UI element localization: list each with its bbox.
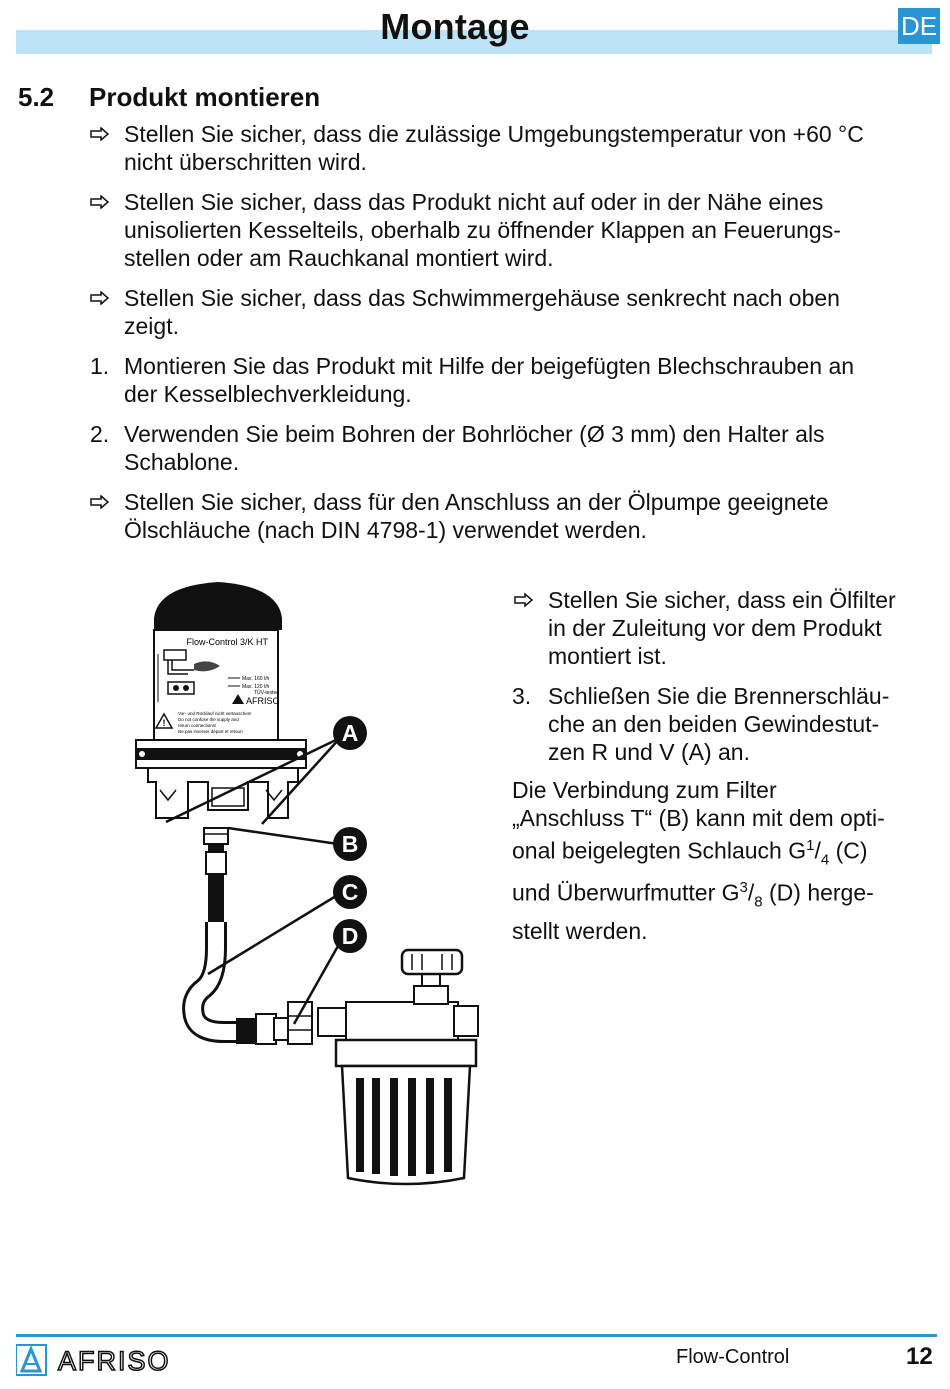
list-item-line: Stellen Sie sicher, dass für den Anschluss an der Ölpumpe geeignete [124, 489, 829, 515]
union-nut [288, 1002, 312, 1044]
paragraph-line: onal beigelegten Schlauch $G^1/_4$ (C) [512, 837, 868, 869]
list-item [90, 420, 940, 476]
footer-divider [16, 1334, 937, 1337]
list-item [514, 586, 934, 670]
arrow-right-icon [90, 495, 110, 509]
installation-figure [128, 578, 490, 1192]
valve-handle [402, 950, 462, 974]
device-brand-label: AFRISO [246, 696, 280, 706]
list-item-line: che an den beiden Gewindestut- [548, 711, 880, 737]
list-item-line: Ölschläuche (nach DIN 4798-1) verwendet werden. [124, 517, 647, 543]
list-item-line: Stellen Sie sicher, dass das Produkt nicht auf oder in der Nähe eines [124, 189, 824, 215]
footer-product-name: Flow-Control [676, 1346, 790, 1368]
filter-head [346, 1002, 458, 1040]
paragraph-text: und Überwurfmutter G [512, 879, 740, 906]
arrow-right-icon [90, 127, 110, 141]
footer-brand: AFRISO [58, 1346, 171, 1376]
list-item-line: Verwenden Sie beim Bohren der Bohrlöcher (Ø 3 mm) den Halter als [124, 421, 825, 447]
list-item-line: in der Zuleitung vor dem Produkt [548, 615, 882, 641]
list-item [90, 488, 940, 544]
warning-line: return connections! [178, 723, 217, 728]
callout-label: B [341, 831, 359, 857]
list-item-line: montiert ist. [548, 643, 667, 669]
paragraph-line: Die Verbindung zum Filter [512, 777, 777, 803]
fraction-numerator: 1 [806, 837, 815, 854]
warning-line: Vor- und Rücklauf nicht vertauschen! [178, 711, 252, 716]
arrow-right-icon [514, 593, 534, 607]
warning-line: Ne pas inverser départ et retour! [178, 729, 243, 734]
label-tuv: TÜV-tested [254, 690, 280, 696]
list-item [90, 188, 940, 272]
list-item-line: zeigt. [124, 313, 179, 339]
arrow-right-icon [90, 195, 110, 209]
callout-label: A [341, 720, 359, 746]
paragraph-line: und Überwurfmutter $G^3/_8$ (D) herge- [512, 879, 874, 911]
list-item [90, 352, 940, 408]
warning-line: Do not confuse the supply and [178, 717, 239, 722]
paragraph-text: (D) herge- [762, 879, 874, 906]
device-label: Flow-Control 3/K HT [186, 637, 268, 647]
section-number: 5.2 [18, 82, 55, 112]
paragraph-line: „Anschluss T“ (B) kann mit dem opti- [512, 805, 885, 831]
list-item-line: Stellen Sie sicher, dass die zulässige Umgebungstemperatur von +60 °C [124, 121, 864, 147]
device-cap [154, 582, 282, 622]
paragraph-line: stellt werden. [512, 917, 648, 944]
arrow-right-icon [90, 291, 110, 305]
paragraph-text: onal beigelegten Schlauch G [512, 837, 807, 864]
step-number: 2. [90, 421, 110, 447]
list-item-line: stellen oder am Rauchkanal montiert wird. [124, 245, 554, 271]
language-badge: DE [898, 8, 940, 44]
list-item-line: der Kesselblechverkleidung. [124, 381, 412, 407]
list-item-line: nicht überschritten wird. [124, 149, 367, 175]
label-max-1: Max. 160 l/h [242, 676, 270, 682]
list-item-line: Schablone. [124, 449, 240, 475]
list-item-line: Montieren Sie das Produkt mit Hilfe der beigefügten Blechschrauben an [124, 353, 855, 379]
callout-label: C [341, 879, 359, 905]
page-title: Montage [380, 6, 530, 47]
paragraph-text: (C) [829, 837, 868, 864]
list-item [512, 682, 934, 766]
section-title: Produkt montieren [89, 82, 321, 112]
list-item-line: Schließen Sie die Brennerschläu- [548, 683, 890, 709]
list-item-line: Stellen Sie sicher, dass das Schwimmergehäuse senkrecht nach oben [124, 285, 840, 311]
connection-paragraph [512, 776, 932, 945]
afriso-logo [16, 1344, 206, 1376]
list-item-line: zen R und V (A) an. [548, 739, 750, 765]
fraction-numerator: 3 [739, 879, 748, 897]
label-max-2: Max. 120 l/h [242, 684, 270, 690]
connection-t-fitting [204, 828, 228, 844]
fraction-denominator: 8 [754, 893, 763, 911]
callout-label: D [341, 923, 359, 949]
list-item [90, 120, 940, 176]
page-number: 12 [906, 1343, 933, 1370]
hose-fitting [208, 874, 224, 922]
step-number: 1. [90, 353, 110, 379]
list-item-line: unisolierten Kesselteils, oberhalb zu öffnender Klappen an Feuerungs- [124, 217, 841, 243]
list-item-line: Stellen Sie sicher, dass ein Ölfilter [548, 587, 896, 613]
step-number: 3. [512, 683, 532, 709]
fraction-denominator: 4 [820, 851, 830, 869]
svg-text:!: ! [162, 718, 166, 728]
list-item [90, 284, 940, 340]
